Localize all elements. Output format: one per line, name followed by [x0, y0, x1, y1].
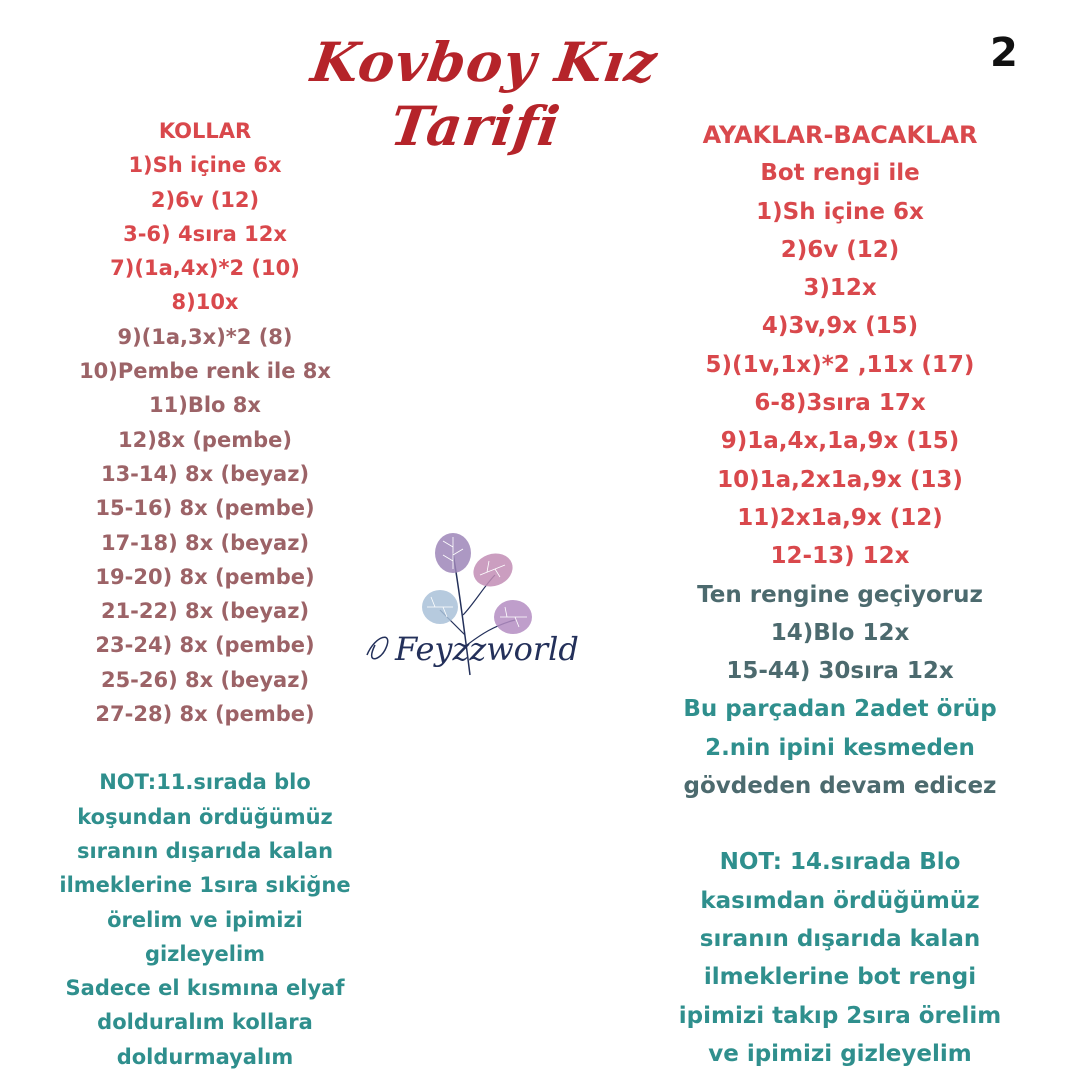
kollar-step: 15-16) 8x (pembe) [95, 496, 315, 521]
kollar-heading: KOLLAR [158, 119, 252, 143]
kollar-step: 3-6) 4sıra 12x [123, 221, 287, 246]
ayaklar-step: 11)2x1a,9x (12) [737, 504, 943, 531]
kollar-note-line: sıranın dışarıda kalan [76, 838, 334, 863]
ayaklar-step: 10)1a,2x1a,9x (13) [717, 466, 963, 493]
ayaklar-subheading: Bot rengi ile [760, 160, 920, 187]
kollar-step: 10)Pembe renk ile 8x [79, 359, 331, 384]
ayaklar-column [630, 116, 1050, 1073]
kollar-note-line: NOT:11.sırada blo [99, 770, 311, 795]
kollar-step: 25-26) 8x (beyaz) [100, 667, 310, 692]
ayaklar-step: 2)6v (12) [780, 236, 900, 263]
continue-step: gövdeden devam edicez [683, 773, 997, 800]
kollar-step: 27-28) 8x (pembe) [95, 702, 315, 727]
leaf-branch-icon [355, 525, 605, 695]
ayaklar-note-line: ve ipimizi gizleyelim [708, 1040, 972, 1067]
ayaklar-step: 1)Sh içine 6x [756, 198, 924, 225]
kollar-note-line: dolduralım kollara [97, 1010, 313, 1035]
kollar-step: 13-14) 8x (beyaz) [100, 461, 310, 486]
logo-text: Feyzzworld [395, 630, 579, 668]
ayaklar-note-line: NOT: 14.sırada Blo [719, 849, 961, 876]
kollar-note-line: örelim ve ipimizi [107, 907, 303, 932]
kollar-step: 12)8x (pembe) [118, 427, 292, 452]
ayaklar-note-line: ipimizi takıp 2sıra örelim [678, 1002, 1002, 1029]
ayaklar-note-line: ilmeklerine bot rengi [703, 964, 977, 991]
ayaklar-step: 4)3v,9x (15) [761, 313, 919, 340]
kollar-step: 11)Blo 8x [149, 393, 261, 418]
kollar-step: 17-18) 8x (beyaz) [100, 530, 310, 555]
ayaklar-step: 5)(1v,1x)*2 ,11x (17) [705, 351, 975, 378]
ayaklar-step: 12-13) 12x [770, 543, 910, 570]
ayaklar-step: 9)1a,4x,1a,9x (15) [720, 428, 960, 455]
skin-step: 14)Blo 12x [770, 619, 910, 646]
ayaklar-note-line: kasımdan ördüğümüz [700, 887, 980, 914]
kollar-column [30, 114, 380, 1074]
kollar-step: 2)6v (12) [150, 187, 260, 212]
skin-step: Ten rengine geçiyoruz [697, 581, 983, 608]
kollar-step: 9)(1a,3x)*2 (8) [117, 324, 293, 349]
ayaklar-heading: AYAKLAR-BACAKLAR [702, 121, 978, 149]
continue-step: 2.nin ipini kesmeden [705, 734, 975, 761]
ayaklar-step: 3)12x [803, 275, 877, 302]
kollar-note-line: doldurmayalım [116, 1044, 294, 1069]
kollar-note-line: koşundan ördüğümüz [77, 804, 333, 829]
kollar-step: 8)10x [171, 290, 239, 315]
continue-step: Bu parçadan 2adet örüp [683, 696, 997, 723]
kollar-step: 21-22) 8x (beyaz) [100, 599, 310, 624]
kollar-step: 23-24) 8x (pembe) [95, 633, 315, 658]
kollar-note-line: ilmeklerine 1sıra sıkiğne [59, 873, 351, 898]
kollar-note-line: Sadece el kısmına elyaf [65, 976, 345, 1001]
kollar-step: 7)(1a,4x)*2 (10) [110, 256, 300, 281]
kollar-note-line: gizleyelim [144, 941, 266, 966]
page-title: Kovboy Kız Tarifi [307, 30, 662, 158]
ayaklar-step: 6-8)3sıra 17x [754, 390, 926, 417]
kollar-step: 19-20) 8x (pembe) [95, 564, 315, 589]
skin-step: 15-44) 30sıra 12x [726, 658, 954, 685]
ayaklar-note-line: sıranın dışarıda kalan [699, 925, 981, 952]
kollar-step: 1)Sh içine 6x [128, 153, 282, 178]
page-number: 2 [990, 30, 1018, 76]
